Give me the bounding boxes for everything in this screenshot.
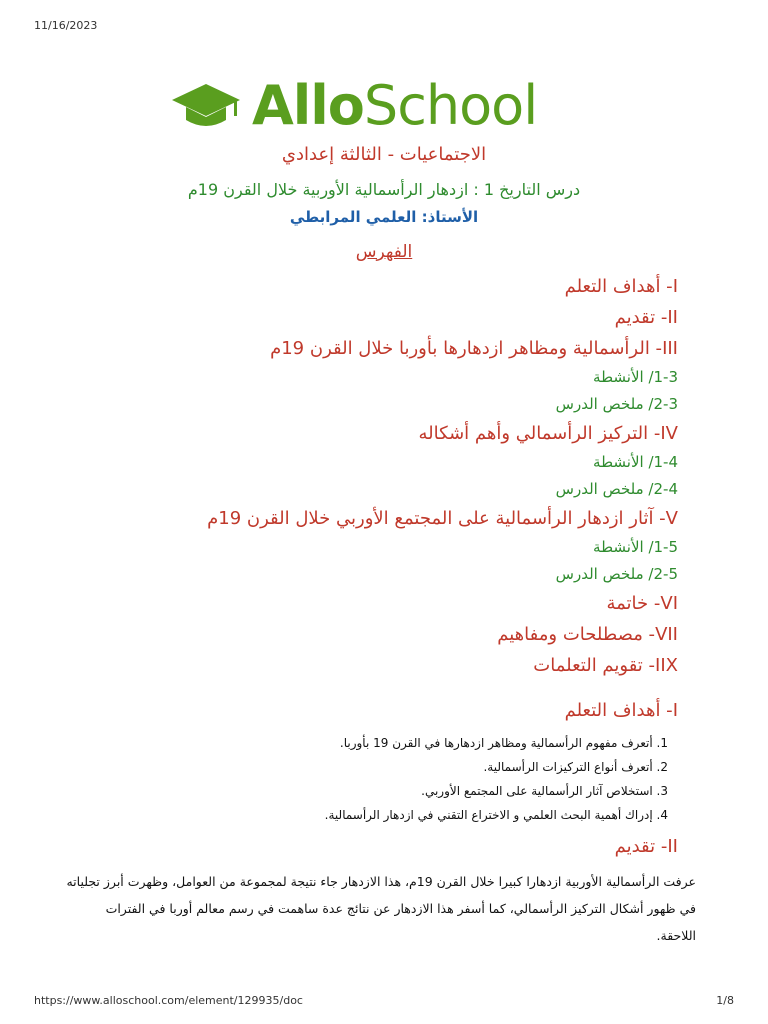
toc-item: V- آثار ازدهار الرأسمالية على المجتمع الأوربي خلال القرن 19م bbox=[207, 508, 678, 529]
logo-brand-regular: School bbox=[363, 74, 538, 137]
toc-subitem: 2-5/ ملخص الدرس bbox=[555, 565, 678, 583]
logo-wordmark bbox=[252, 74, 538, 137]
toc-item: I- أهداف التعلم bbox=[564, 276, 678, 297]
toc-item: III- الرأسمالية ومظاهر ازدهارها بأوربا خلال القرن 19م bbox=[270, 338, 678, 359]
toc-subitem: 1-4/ الأنشطة bbox=[593, 453, 678, 471]
graduation-cap-icon bbox=[170, 78, 242, 134]
lesson-title: درس التاريخ 1 : ازدهار الرأسمالية الأوربية خلال القرن 19م bbox=[187, 180, 581, 199]
logo-brand-bold: Allo bbox=[252, 74, 364, 137]
list-item: 4. إدراك أهمية البحث العلمي و الاختراع التقني في ازدهار الرأسمالية. bbox=[324, 808, 668, 822]
alloschool-logo[interactable] bbox=[170, 74, 538, 137]
toc-item: IIX- تقويم التعلمات bbox=[533, 655, 678, 676]
table-of-contents bbox=[78, 271, 678, 681]
teacher-name: الأستاذ: العلمي المرابطي bbox=[289, 208, 479, 226]
toc-subitem: 1-3/ الأنشطة bbox=[593, 368, 678, 386]
list-item: 3. استخلاص آثار الرأسمالية على المجتمع الأوربي. bbox=[421, 784, 668, 798]
toc-item: VII- مصطلحات ومفاهيم bbox=[497, 624, 678, 645]
print-date: 11/16/2023 bbox=[34, 19, 98, 32]
list-item: 1. أتعرف مفهوم الرأسمالية ومظاهر ازدهارها في القرن 19 بأوربا. bbox=[339, 736, 668, 750]
section-intro-heading: II- تقديم bbox=[614, 836, 678, 857]
goals-list bbox=[148, 731, 668, 827]
page-number: 1/8 bbox=[716, 994, 734, 1007]
subject-title: الاجتماعيات - الثالثة إعدادي bbox=[281, 144, 487, 165]
section-goals-heading: I- أهداف التعلم bbox=[564, 700, 678, 721]
toc-subitem: 2-4/ ملخص الدرس bbox=[555, 480, 678, 498]
list-item: 2. أتعرف أنواع التركيزات الرأسمالية. bbox=[483, 760, 668, 774]
intro-paragraph: عرفت الرأسمالية الأوربية ازدهارا كبيرا خلال القرن 19م، هذا الازدهار جاء نتيجة لمجموعة من العوامل، وظهرت أبرز تجلياته في ظهور أشكال التركيز الرأسمالي، كما أسفر هذا الازدهار عن نتائج عدة ساهمت في رسم معالم أوربا في الفترات اللاحقة. bbox=[66, 874, 696, 943]
index-heading: الفهرس bbox=[355, 242, 413, 262]
toc-item: II- تقديم bbox=[614, 307, 678, 328]
toc-item: IV- التركيز الرأسمالي وأهم أشكاله bbox=[418, 423, 678, 444]
toc-subitem: 2-3/ ملخص الدرس bbox=[555, 395, 678, 413]
toc-item: VI- خاتمة bbox=[606, 593, 678, 614]
footer-url: https://www.alloschool.com/element/129935/doc bbox=[34, 994, 303, 1007]
toc-subitem: 1-5/ الأنشطة bbox=[593, 538, 678, 556]
